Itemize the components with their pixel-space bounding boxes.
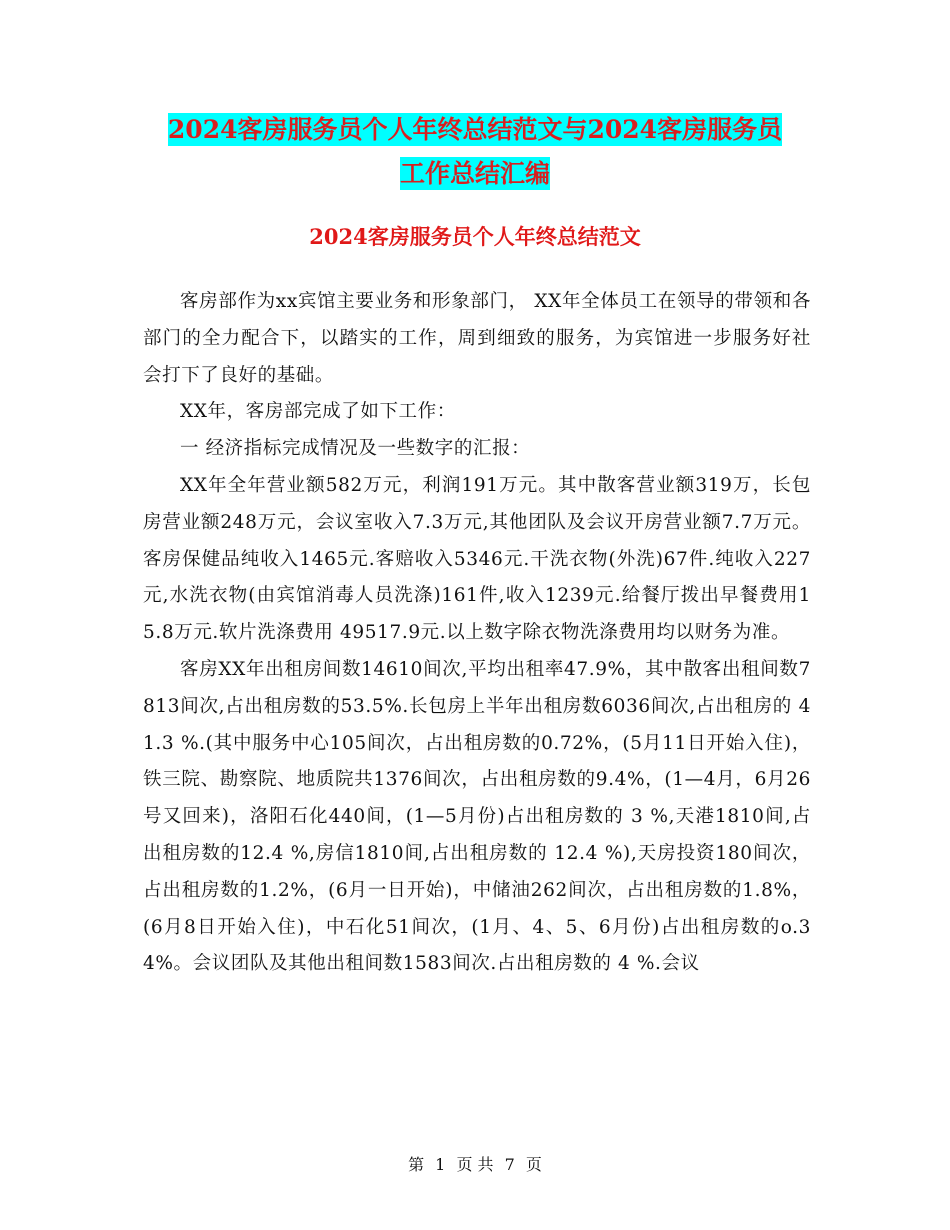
document-body — [143, 284, 811, 983]
footer-total-pages: 7 — [504, 1155, 515, 1174]
page-footer — [0, 1152, 950, 1175]
paragraph-revenue: XX年全年营业额582万元，利润191万元。其中散客营业额319万，长包房营业额248万元，会议室收入7.3万元,其他团队及会议开房营业额7.7万元。客房保健品纯收入1465元.客赔收入5346元.干洗衣物(外洗)67件.纯收入227元,水洗衣物(由宾馆消毒人员洗涤)161件,收入1239元.给餐厅拨出早餐费用15.8万元.软片洗涤费用 49517.9元.以上数字除衣物洗涤费用均以财务为准。 — [143, 474, 811, 644]
footer-page-number: 1 — [435, 1155, 446, 1174]
paragraph-heading-economic: 一 经济指标完成情况及一些数字的汇报： — [180, 438, 531, 460]
footer-middle: 页 共 — [456, 1155, 494, 1174]
footer-suffix: 页 — [525, 1155, 542, 1174]
paragraph-work-summary: XX年，客房部完成了如下工作： — [180, 401, 456, 423]
paragraph-intro: 客房部作为xx宾馆主要业务和形象部门， XX年全体员工在领导的带领和各部门的全力配合下，以踏实的工作，周到细致的服务，为宾馆进一步服务好社会打下了良好的基础。 — [143, 291, 811, 386]
section-title: 2024客房服务员个人年终总结范文 — [309, 224, 641, 249]
document-title — [0, 108, 950, 196]
footer-prefix: 第 — [408, 1155, 425, 1174]
title-line-1: 2024客房服务员个人年终总结范文与2024客房服务员 — [167, 115, 783, 144]
paragraph-occupancy: 客房XX年出租房间数14610间次,平均出租率47.9%，其中散客出租间数7813间次,占出租房数的53.5%.长包房上半年出租房数6036间次,占出租房的 41.3 %.(其中服务中心105间次，占出租房数的0.72%，(5月11日开始入住)，铁三院、勘察院、地质院共1376间次，占出租房数的9.4%，(1—4月，6月26号又回来)，洛阳石化440间，(1—5月份)占出租房数的 3 %,天港1810间,占出租房数的12.4 %,房信1810间,占出租房数的 12.4 %),天房投资180间次，占出租房数的1.2%，(6月一日开始)，中储油262间次，占出租房数的1.8%，(6月8日开始入住)，中石化51间次，(1月、4、5、6月份)占出租房数的o.34%。会议团队及其他出租间数1583间次.占出租房数的 4 %.会议 — [143, 658, 811, 975]
title-line-2: 工作总结汇编 — [399, 159, 550, 188]
